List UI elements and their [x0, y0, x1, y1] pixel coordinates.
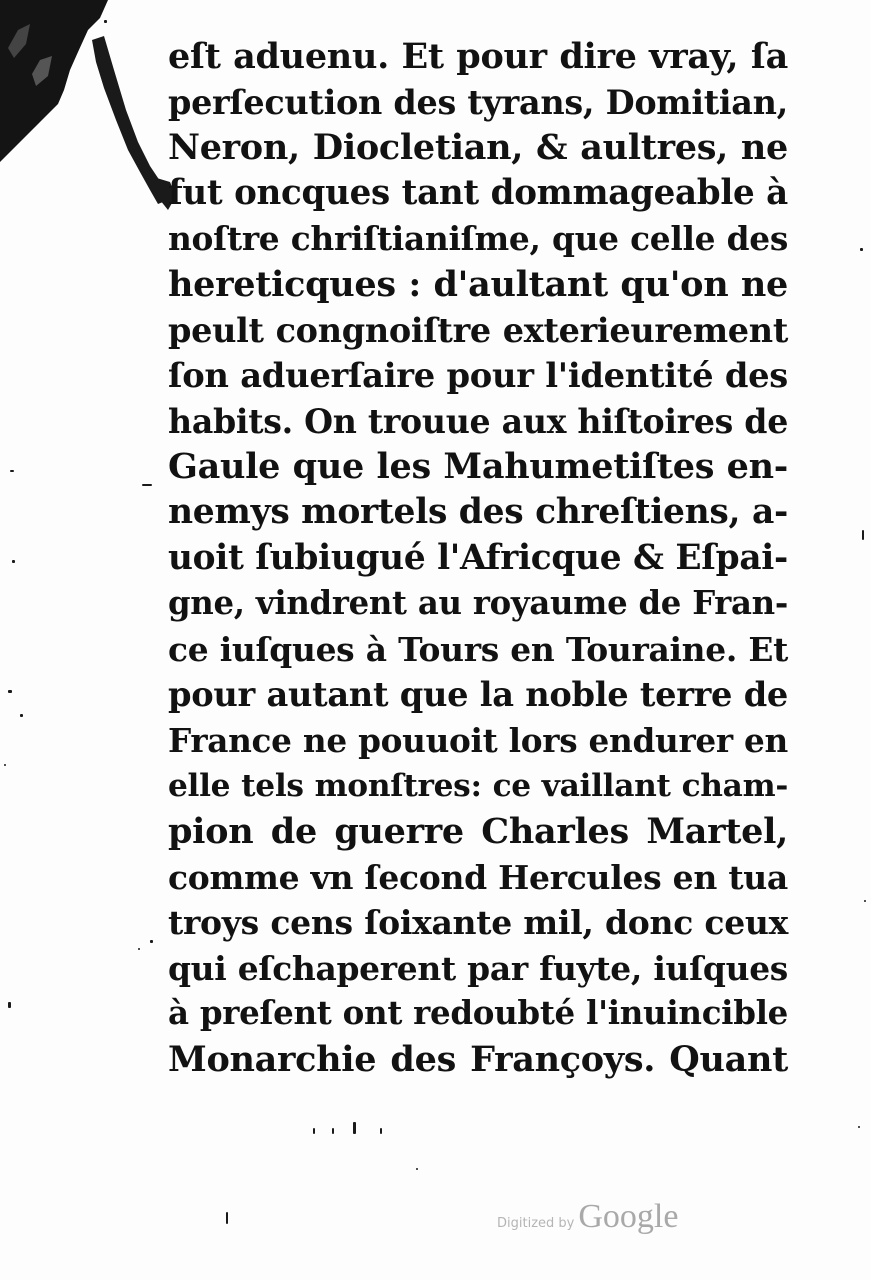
- text-line: Neron, Diocletian, & aultres, ne: [168, 127, 788, 169]
- text-line: troys cens ſoixante mil, donc ceux: [168, 903, 788, 943]
- text-line: elle tels monſtres: ce vaillant cham-: [168, 767, 788, 804]
- google-logo: Google: [578, 1198, 679, 1235]
- text-line: gne, vindrent au royaume de Fran-: [168, 584, 788, 623]
- speck: [20, 714, 23, 717]
- text-line: uoit ſubiugué l'Africque & Eſpai-: [168, 537, 788, 578]
- text-line: France ne pouuoit lors endurer en: [168, 720, 788, 760]
- text-line: pion de guerre Charles Martel,: [168, 811, 788, 853]
- text-line: peult congnoiſtre exterieurement: [168, 310, 788, 350]
- google-watermark: [497, 1198, 678, 1236]
- speck: [10, 470, 14, 472]
- speck: [332, 1128, 334, 1134]
- text-line: fut oncques tant dommageable à: [168, 172, 788, 213]
- speck: [12, 560, 15, 563]
- speck: [864, 900, 866, 902]
- text-line: eſt aduenu. Et pour dire vray, ſa: [168, 36, 788, 77]
- text-line: qui eſchaperent par fuyte, iuſques: [168, 948, 788, 988]
- speck: [860, 248, 863, 251]
- speck: [8, 690, 12, 693]
- speck: [226, 1212, 228, 1224]
- text-line: comme vn ſecond Hercules en tua: [168, 857, 788, 897]
- speck: [862, 530, 864, 540]
- speck: [858, 1126, 860, 1128]
- page-text: [168, 34, 788, 1083]
- text-line: noſtre chriſtianiſme, que celle des: [168, 219, 788, 259]
- speck: [353, 1122, 356, 1134]
- speck: [150, 940, 153, 943]
- speck: [138, 948, 140, 950]
- text-line: pour autant que la noble terre de: [168, 674, 788, 715]
- speck: [313, 1128, 315, 1134]
- speck: [104, 20, 107, 23]
- speck: [380, 1128, 382, 1134]
- speck: [142, 484, 152, 486]
- text-line: hereticques : d'aultant qu'on ne: [168, 263, 788, 305]
- text-line: ce iuſques à Tours en Touraine. Et: [168, 629, 788, 669]
- speck: [8, 1002, 11, 1008]
- speck: [416, 1168, 418, 1170]
- speck: [4, 764, 6, 766]
- watermark-prefix: Digitized by: [497, 1216, 575, 1231]
- text-line: nemys mortels des chreſtiens, a-: [168, 491, 789, 532]
- text-line: Gaule que les Mahumetiſtes en-: [168, 446, 788, 488]
- text-line: à preſent ont redoubté l'inuincible: [168, 994, 788, 1033]
- text-line: perſecution des tyrans, Domitian,: [168, 82, 788, 122]
- text-line: Monarchie des Françoys. Quant: [168, 1039, 788, 1081]
- text-line: ſon aduerſaire pour l'identité des: [168, 355, 788, 396]
- text-line: habits. On trouue aux hiſtoires de: [168, 401, 788, 441]
